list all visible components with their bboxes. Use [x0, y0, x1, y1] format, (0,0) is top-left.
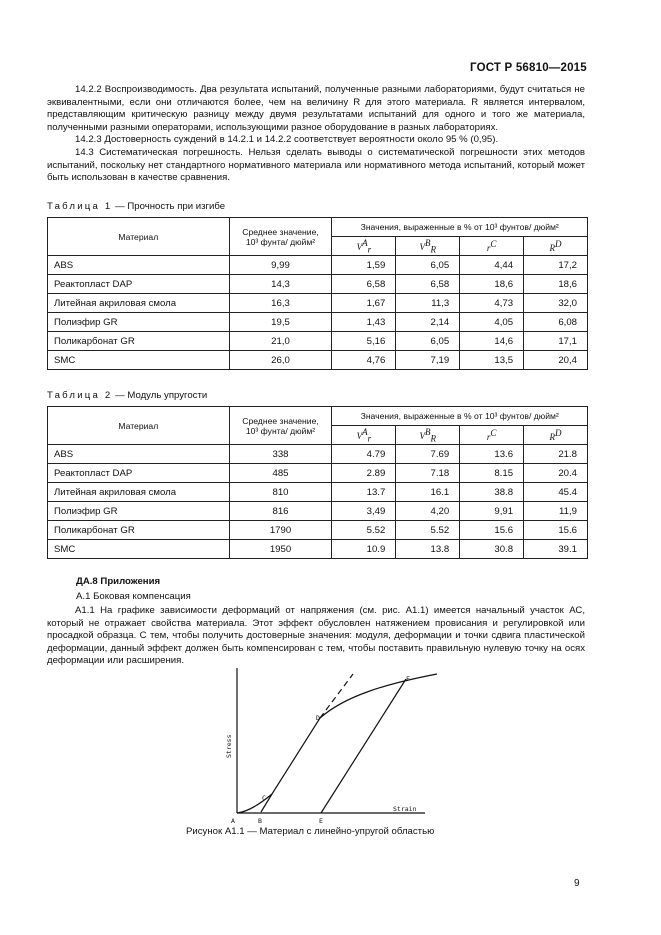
- value-cell: 13.8: [396, 540, 460, 559]
- tangent-dashed-line: [320, 674, 353, 718]
- paragraph-a1-1: А1.1 На графике зависимости деформаций от напряжения (см. рис. А1.1) имеется начальный участок АС, который не отражает свойства материала. Этот эффект обусловлен натяжением провисания и регулировкой или просадкой образца. С тем, чтобы получить достоверные значения: модуля, деформации и точки сдвига пластической деформации, данный эффект должен быть компенсирован с тем, чтобы поставить правильную нулевую точку на осях деформации или расширения.: [47, 605, 585, 667]
- value-cell: 14,3: [229, 275, 332, 294]
- table-2-head-vr: $V^A_r$: [332, 426, 396, 445]
- value-cell: 20,4: [524, 351, 588, 370]
- table-1-head-r: $r^C$: [460, 237, 524, 256]
- value-cell: 7,19: [396, 351, 460, 370]
- value-cell: 6,05: [396, 332, 460, 351]
- value-cell: 6,05: [396, 256, 460, 275]
- material-cell: ABS: [48, 256, 230, 275]
- value-cell: 7.18: [396, 464, 460, 483]
- value-cell: 3,49: [332, 502, 396, 521]
- value-cell: 30.8: [460, 540, 524, 559]
- value-cell: 1,59: [332, 256, 396, 275]
- table-row: [48, 256, 588, 275]
- table-row: [48, 445, 588, 464]
- material-cell: ABS: [48, 445, 230, 464]
- point-d-label: D: [316, 714, 320, 722]
- paragraph-14-2-2: 14.2.2 Воспроизводимость. Два результата испытаний, полученные разными лабораториями, будут считаться не эквивалентными, если они отличаются более, чем на величину R для этого материала. R является интервалом, представляющим критическую разницу между двумя результатами испытаний для одного и того же материала, полученными разными операторами, использующими разное оборудование в разных лабораториях.: [47, 84, 585, 133]
- value-cell: 13,5: [460, 351, 524, 370]
- paragraph-14-3: 14.3 Систематическая погрешность. Нельзя сделать выводы о систематической погрешности этих методов испытаний, поскольку нет стандартного нормативного материала или нормативного метода испытаний, который может быть использован в качестве сравнения.: [47, 146, 585, 184]
- stress-strain-figure: [225, 666, 450, 826]
- value-cell: 5,16: [332, 332, 396, 351]
- value-cell: 6,08: [524, 313, 588, 332]
- table-1-head-material: Материал: [48, 218, 230, 256]
- value-cell: 38.8: [460, 483, 524, 502]
- table-2-head-vR: $V^B_R$: [396, 426, 460, 445]
- table-1-head-vR: $V^B_R$: [396, 237, 460, 256]
- table-1-head-values: Значения, выраженные в % от 10³ фунтов/ дюйм²: [332, 218, 588, 237]
- value-cell: 39.1: [524, 540, 588, 559]
- figure-caption: Рисунок А1.1 — Материал с линейно-упругой областью: [186, 826, 435, 837]
- value-cell: 5.52: [396, 521, 460, 540]
- intro-paragraphs: [47, 84, 585, 185]
- value-cell: 4,73: [460, 294, 524, 313]
- value-cell: 13.7: [332, 483, 396, 502]
- material-cell: Реактопласт DAP: [48, 464, 230, 483]
- material-cell: SMC: [48, 351, 230, 370]
- material-cell: Литейная акриловая смола: [48, 483, 230, 502]
- value-cell: 338: [229, 445, 332, 464]
- value-cell: 17,1: [524, 332, 588, 351]
- table-row: [48, 540, 588, 559]
- value-cell: 45.4: [524, 483, 588, 502]
- value-cell: 15.6: [460, 521, 524, 540]
- document-header: ГОСТ Р 56810—2015: [470, 62, 587, 74]
- material-cell: Литейная акриловая смола: [48, 294, 230, 313]
- table-2-caption: [47, 390, 207, 401]
- value-cell: 1950: [229, 540, 332, 559]
- point-e-label: E: [319, 817, 323, 825]
- table-2-head-r: $r^C$: [460, 426, 524, 445]
- value-cell: 810: [229, 483, 332, 502]
- value-cell: 18,6: [524, 275, 588, 294]
- table-1-flexural-strength: [47, 217, 588, 370]
- value-cell: 16,3: [229, 294, 332, 313]
- table-row: [48, 275, 588, 294]
- value-cell: 7.69: [396, 445, 460, 464]
- point-f-label: F: [406, 675, 410, 683]
- value-cell: 11,9: [524, 502, 588, 521]
- point-a-label: A: [231, 817, 235, 825]
- subsection-title: А.1 Боковая компенсация: [76, 591, 191, 602]
- table-row: [48, 502, 588, 521]
- value-cell: 21.8: [524, 445, 588, 464]
- value-cell: 16.1: [396, 483, 460, 502]
- value-cell: 1,43: [332, 313, 396, 332]
- value-cell: 19,5: [229, 313, 332, 332]
- value-cell: 11,3: [396, 294, 460, 313]
- value-cell: 6,58: [332, 275, 396, 294]
- table-1-body: [48, 256, 588, 370]
- table-1-caption: [47, 201, 225, 212]
- section-title: ДА.8 Приложения: [76, 576, 161, 587]
- value-cell: 485: [229, 464, 332, 483]
- value-cell: 5.52: [332, 521, 396, 540]
- value-cell: 4.79: [332, 445, 396, 464]
- material-cell: Полиэфир GR: [48, 502, 230, 521]
- table-row: [48, 313, 588, 332]
- value-cell: 4,20: [396, 502, 460, 521]
- table-2-head-mean: Среднее значение, 10³ фунта/ дюйм²: [229, 407, 332, 445]
- value-cell: 4,05: [460, 313, 524, 332]
- paragraph-a1-1-wrap: [47, 605, 585, 668]
- value-cell: 18,6: [460, 275, 524, 294]
- table-1-head-R: $R^D$: [524, 237, 588, 256]
- value-cell: 32,0: [524, 294, 588, 313]
- value-cell: 816: [229, 502, 332, 521]
- value-cell: 1790: [229, 521, 332, 540]
- page-number: 9: [574, 878, 580, 889]
- table-2-caption-title: — Модуль упругости: [112, 390, 208, 401]
- value-cell: 10.9: [332, 540, 396, 559]
- table-1-head-mean: Среднее значение, 10³ фунта/ дюйм²: [229, 218, 332, 256]
- table-row: [48, 332, 588, 351]
- x-axis-label: Strain: [393, 805, 417, 813]
- point-b-label: B: [258, 817, 262, 825]
- material-cell: Поликарбонат GR: [48, 332, 230, 351]
- table-2-elastic-modulus: [47, 406, 588, 559]
- table-1-caption-prefix: Таблица 1: [47, 201, 113, 212]
- value-cell: 1,67: [332, 294, 396, 313]
- table-2-head-values: Значения, выраженные в % от 10³ фунтов/ дюйм²: [332, 407, 588, 426]
- value-cell: 4,76: [332, 351, 396, 370]
- table-2-body: [48, 445, 588, 559]
- value-cell: 6,58: [396, 275, 460, 294]
- table-2-head-R: $R^D$: [524, 426, 588, 445]
- material-cell: Полиэфир GR: [48, 313, 230, 332]
- material-cell: Реактопласт DAP: [48, 275, 230, 294]
- material-cell: SMC: [48, 540, 230, 559]
- value-cell: 21,0: [229, 332, 332, 351]
- table-row: [48, 351, 588, 370]
- value-cell: 14,6: [460, 332, 524, 351]
- table-row: [48, 294, 588, 313]
- paragraph-14-2-3: 14.2.3 Достоверность суждений в 14.2.1 и 14.2.2 соответствует вероятности около 95 % (0,95).: [75, 134, 499, 146]
- table-1-caption-title: — Прочность при изгибе: [112, 201, 226, 212]
- value-cell: 15.6: [524, 521, 588, 540]
- table-2-caption-prefix: Таблица 2: [47, 390, 113, 401]
- value-cell: 2.89: [332, 464, 396, 483]
- material-cell: Поликарбонат GR: [48, 521, 230, 540]
- value-cell: 4,44: [460, 256, 524, 275]
- value-cell: 13.6: [460, 445, 524, 464]
- y-axis-label: Stress: [225, 734, 233, 758]
- table-1-head-vr: $V^A_r$: [332, 237, 396, 256]
- value-cell: 9,91: [460, 502, 524, 521]
- table-row: [48, 464, 588, 483]
- value-cell: 2,14: [396, 313, 460, 332]
- point-c-label: C: [262, 794, 266, 802]
- table-row: [48, 521, 588, 540]
- value-cell: 26,0: [229, 351, 332, 370]
- value-cell: 17,2: [524, 256, 588, 275]
- stress-strain-curve: [237, 674, 437, 813]
- table-row: [48, 483, 588, 502]
- value-cell: 9,99: [229, 256, 332, 275]
- value-cell: 8.15: [460, 464, 524, 483]
- table-2-head-material: Материал: [48, 407, 230, 445]
- value-cell: 20.4: [524, 464, 588, 483]
